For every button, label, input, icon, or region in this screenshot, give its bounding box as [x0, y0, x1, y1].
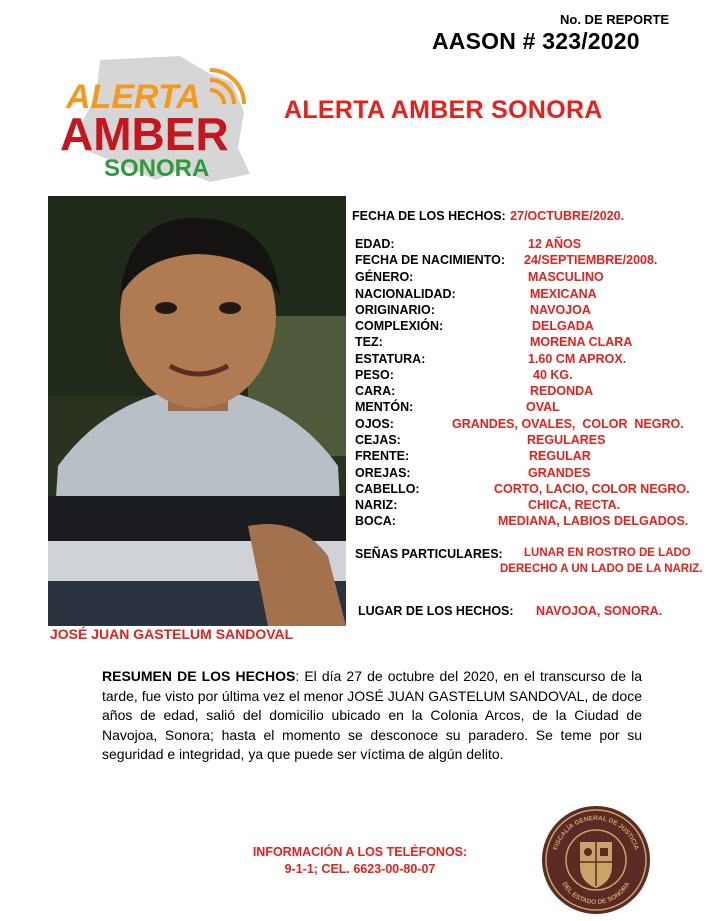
detail-label: EDAD:: [355, 237, 395, 251]
detail-value: DELGADA: [532, 319, 594, 333]
detail-label: ESTATURA:: [355, 352, 426, 366]
detail-label: CARA:: [355, 384, 396, 398]
detail-label: NARIZ:: [355, 498, 398, 512]
detail-value: REGULAR: [529, 449, 591, 463]
event-date-label: FECHA DE LOS HECHOS:: [352, 209, 506, 223]
detail-label: TEZ:: [355, 335, 383, 349]
marks-label: SEÑAS PARTICULARES:: [355, 547, 503, 561]
detail-value: CHICA, RECTA.: [528, 498, 621, 512]
marks-value-line2: DERECHO A UN LADO DE LA NARIZ.: [500, 563, 703, 575]
contact-heading: INFORMACIÓN A LOS TELÉFONOS:: [252, 845, 468, 859]
detail-value: 40 KG.: [533, 368, 573, 382]
event-date-row: [352, 207, 624, 225]
missing-person-name: JOSÉ JUAN GASTELUM SANDOVAL: [50, 626, 294, 642]
detail-label: OREJAS:: [355, 466, 411, 480]
detail-value: MORENA CLARA: [530, 335, 633, 349]
detail-value: NAVOJOA: [530, 303, 591, 317]
summary-paragraph: [102, 667, 642, 765]
detail-label: BOCA:: [355, 514, 396, 528]
alerta-amber-logo: [60, 52, 260, 187]
detail-value: OVAL: [526, 400, 560, 414]
page-title: ALERTA AMBER SONORA: [284, 96, 603, 124]
detail-value: REGULARES: [527, 433, 606, 447]
detail-value: REDONDA: [530, 384, 594, 398]
event-date-value: 27/OCTUBRE/2020.: [510, 209, 625, 223]
summary-label: RESUMEN DE LOS HECHOS: [102, 668, 296, 684]
detail-label: FECHA DE NACIMIENTO:: [355, 253, 505, 267]
logo-word-sonora: SONORA: [104, 155, 210, 182]
seal-text-top: FISCALÍA GENERAL DE JUSTICIA: [552, 814, 640, 851]
missing-person-photo: [48, 196, 346, 626]
logo-word-amber: AMBER: [60, 108, 229, 160]
detail-value: MASCULINO: [528, 270, 604, 284]
detail-label: PESO:: [355, 368, 394, 382]
marks-value-line1: LUNAR EN ROSTRO DE LADO: [524, 547, 691, 559]
detail-value: 12 AÑOS: [528, 237, 582, 251]
detail-label: ORIGINARIO:: [355, 303, 435, 317]
detail-value: GRANDES, OVALES, COLOR NEGRO.: [452, 417, 684, 431]
detail-label: MENTÓN:: [355, 400, 414, 414]
logo-graphic: [60, 52, 260, 187]
report-number-label: No. DE REPORTE: [560, 12, 670, 27]
place-value: NAVOJOA, SONORA.: [536, 604, 663, 618]
detail-value: 24/SEPTIEMBRE/2008.: [524, 253, 658, 267]
place-label: LUGAR DE LOS HECHOS:: [358, 604, 514, 618]
detail-value: GRANDES: [528, 466, 591, 480]
detail-label: COMPLEXIÓN:: [355, 319, 444, 333]
contact-phones: 9-1-1; CEL. 6623-00-80-07: [284, 862, 436, 876]
summary-text: : El día 27 de octubre del 2020, en el transcurso de la tarde, fue visto por última vez el menor JOSÉ JUAN GASTELUM SANDOVAL, de doce años de edad, salió del domicilio ubicado en la Colonia Arcos, de la Ciudad de Navojoa, Sonora; hasta el momento se desconoce su paradero. Se teme por su seguridad e integridad, ya que puede ser víctima de algún delito.: [102, 668, 642, 762]
detail-label: CEJAS:: [355, 433, 401, 447]
detail-label: CABELLO:: [355, 482, 420, 496]
report-number: AASON # 323/2020: [432, 28, 640, 54]
detail-value: 1.60 CM APROX.: [528, 352, 627, 366]
detail-label: FRENTE:: [355, 449, 410, 463]
detail-value: MEDIANA, LABIOS DELGADOS.: [498, 514, 689, 528]
detail-label: GÉNERO:: [355, 270, 414, 284]
detail-value: CORTO, LACIO, COLOR NEGRO.: [494, 482, 690, 496]
detail-label: NACIONALIDAD:: [355, 287, 456, 301]
detail-label: OJOS:: [355, 417, 394, 431]
seal-text-bottom: DEL ESTADO DE SONORA: [560, 881, 632, 907]
detail-value: MEXICANA: [530, 287, 597, 301]
logo-word-alerta: ALERTA: [66, 78, 201, 116]
fiscalia-seal: [540, 804, 652, 916]
